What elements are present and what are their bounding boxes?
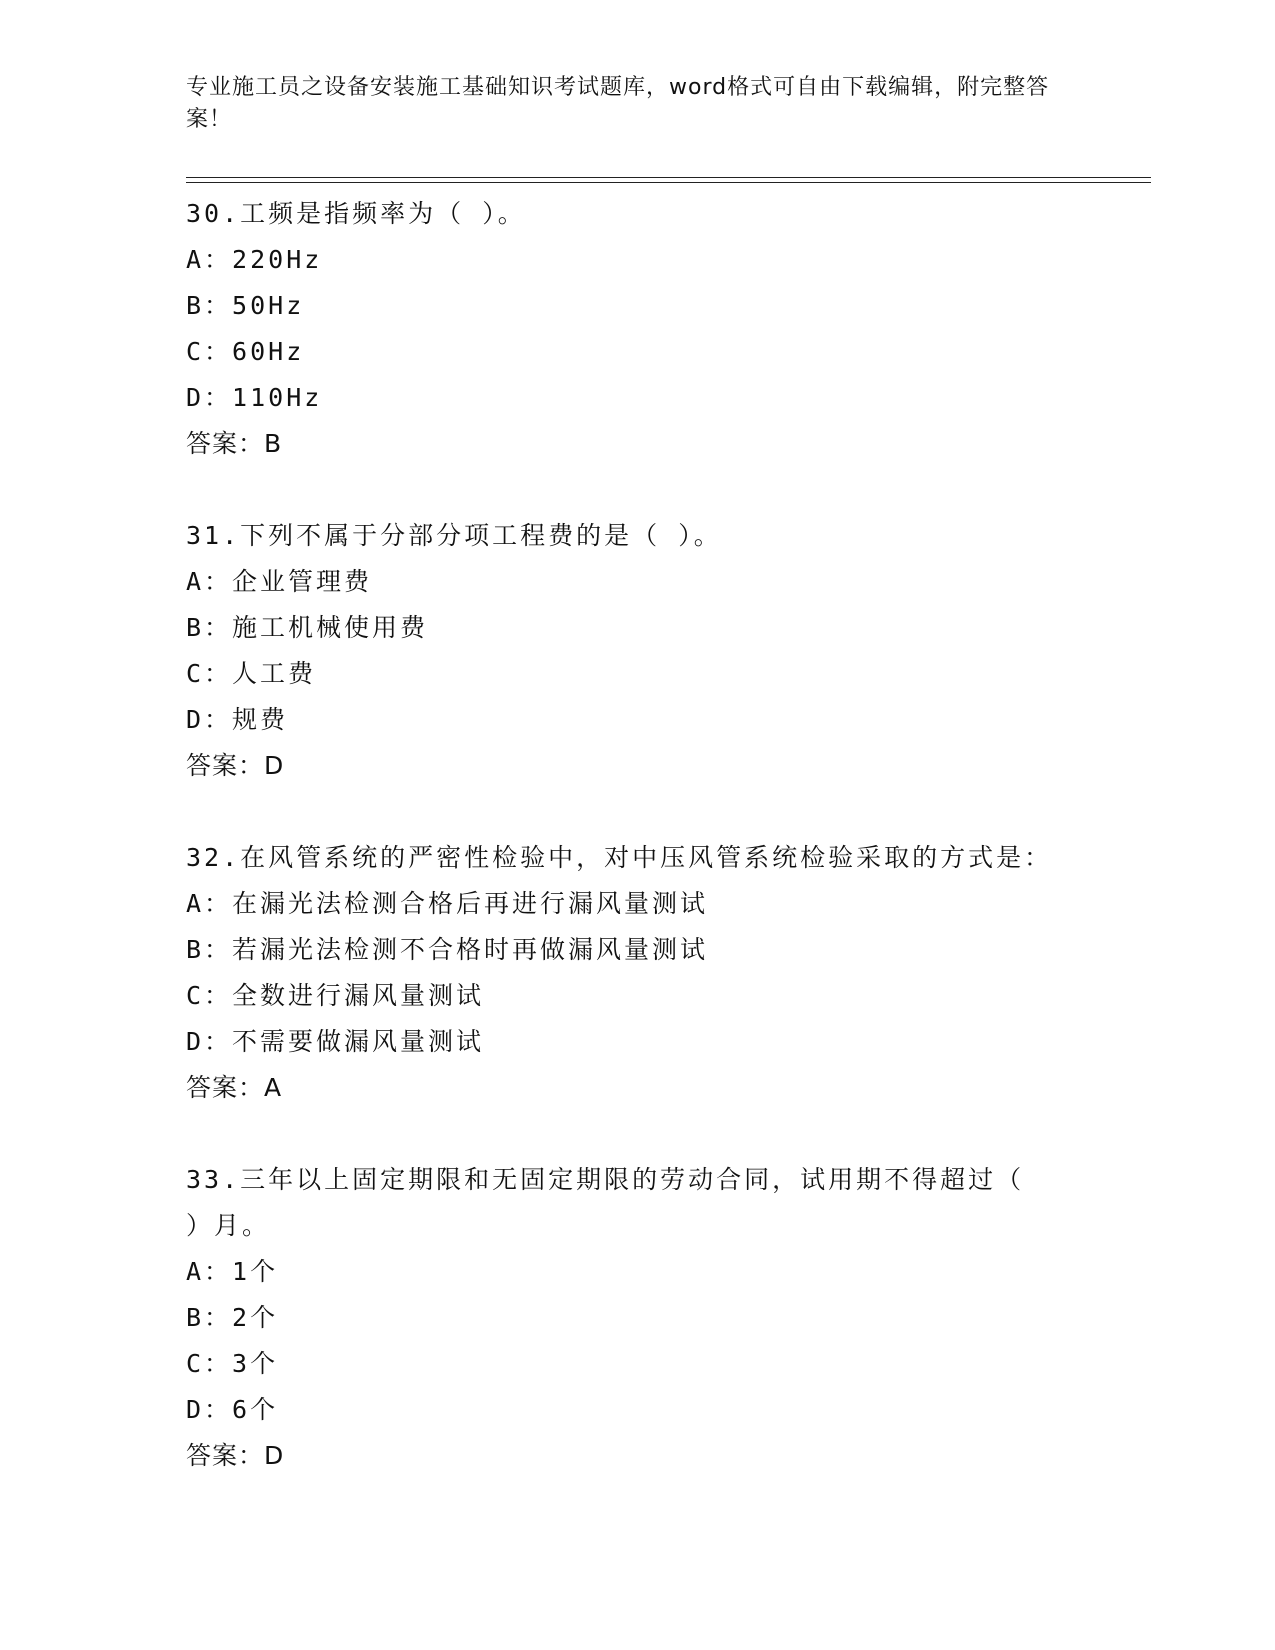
question-stem-line-1: 33.三年以上固定期限和无固定期限的劳动合同，试用期不得超过（ <box>186 1165 1025 1194</box>
question-list <box>186 191 1076 1525</box>
option-c: C：人工费 <box>186 659 317 688</box>
option-a: A：1个 <box>186 1257 279 1286</box>
question-stem: 30.工频是指频率为（ ）。 <box>186 199 526 228</box>
option-d: D：不需要做漏风量测试 <box>186 1027 485 1056</box>
answer-label: 答案：D <box>186 1441 285 1470</box>
option-b: B：若漏光法检测不合格时再做漏风量测试 <box>186 935 709 964</box>
option-c: C：60Hz <box>186 337 305 366</box>
option-a: A：在漏光法检测合格后再进行漏风量测试 <box>186 889 709 918</box>
option-d: D：110Hz <box>186 383 323 412</box>
option-a: A：企业管理费 <box>186 567 373 596</box>
question-32 <box>186 835 1076 1111</box>
question-stem: 31.下列不属于分部分项工程费的是（ ）。 <box>186 521 722 550</box>
option-b: B：2个 <box>186 1303 279 1332</box>
question-30 <box>186 191 1076 467</box>
option-b: B：50Hz <box>186 291 305 320</box>
question-31 <box>186 513 1076 789</box>
option-c: C：全数进行漏风量测试 <box>186 981 485 1010</box>
answer-label: 答案：D <box>186 751 285 780</box>
document-header: 专业施工员之设备安装施工基础知识考试题库，word格式可自由下载编辑，附完整答案！ <box>186 75 1050 132</box>
option-b: B：施工机械使用费 <box>186 613 429 642</box>
option-d: D：规费 <box>186 705 289 734</box>
header-divider-top <box>186 177 1151 178</box>
option-d: D：6个 <box>186 1395 279 1424</box>
question-stem-line-2: ）月。 <box>186 1211 271 1240</box>
option-a: A：220Hz <box>186 245 323 274</box>
question-stem: 32.在风管系统的严密性检验中，对中压风管系统检验采取的方式是： <box>186 843 1053 872</box>
answer-label: 答案：B <box>186 429 283 458</box>
option-c: C：3个 <box>186 1349 279 1378</box>
question-33 <box>186 1157 1076 1479</box>
header-divider-bottom <box>186 182 1151 183</box>
answer-label: 答案：A <box>186 1073 283 1102</box>
